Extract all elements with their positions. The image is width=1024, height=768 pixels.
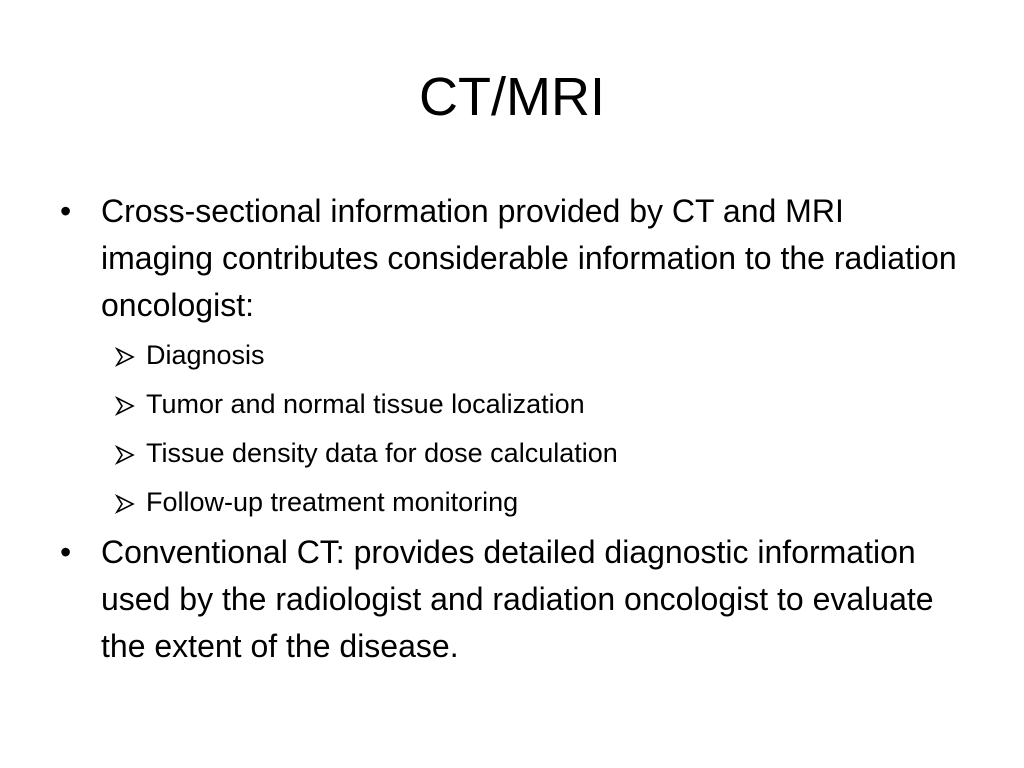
bullet-item xyxy=(60,529,960,670)
bullet-item xyxy=(60,188,960,329)
sub-bullet-item xyxy=(60,380,960,429)
sub-bullet-text: Diagnosis xyxy=(146,340,265,370)
bullet-dot-icon: • xyxy=(60,534,72,570)
sub-bullet-text: Follow-up treatment monitoring xyxy=(146,487,519,517)
bullet-text: Cross-sectional information provided by CT and MRI imaging contributes considerable information to the radiation oncologist: xyxy=(101,193,957,323)
sub-bullet-text: Tumor and normal tissue localization xyxy=(146,389,585,419)
arrowhead-icon xyxy=(115,429,143,478)
bullet-dot-icon: • xyxy=(60,193,72,229)
slide-title: CT/MRI xyxy=(419,67,605,127)
arrowhead-icon xyxy=(115,331,143,380)
bullet-text: Conventional CT: provides detailed diagnostic information used by the radiologist and radiation oncologist to evaluate the extent of the disease. xyxy=(101,534,934,664)
sub-bullet-item xyxy=(60,429,960,478)
sub-bullet-item xyxy=(60,331,960,380)
sub-bullet-list xyxy=(60,331,960,527)
arrowhead-icon xyxy=(115,380,143,429)
sub-bullet-item xyxy=(60,478,960,527)
slide-content xyxy=(60,188,960,670)
arrowhead-icon xyxy=(115,478,143,527)
sub-bullet-text: Tissue density data for dose calculation xyxy=(146,438,618,468)
